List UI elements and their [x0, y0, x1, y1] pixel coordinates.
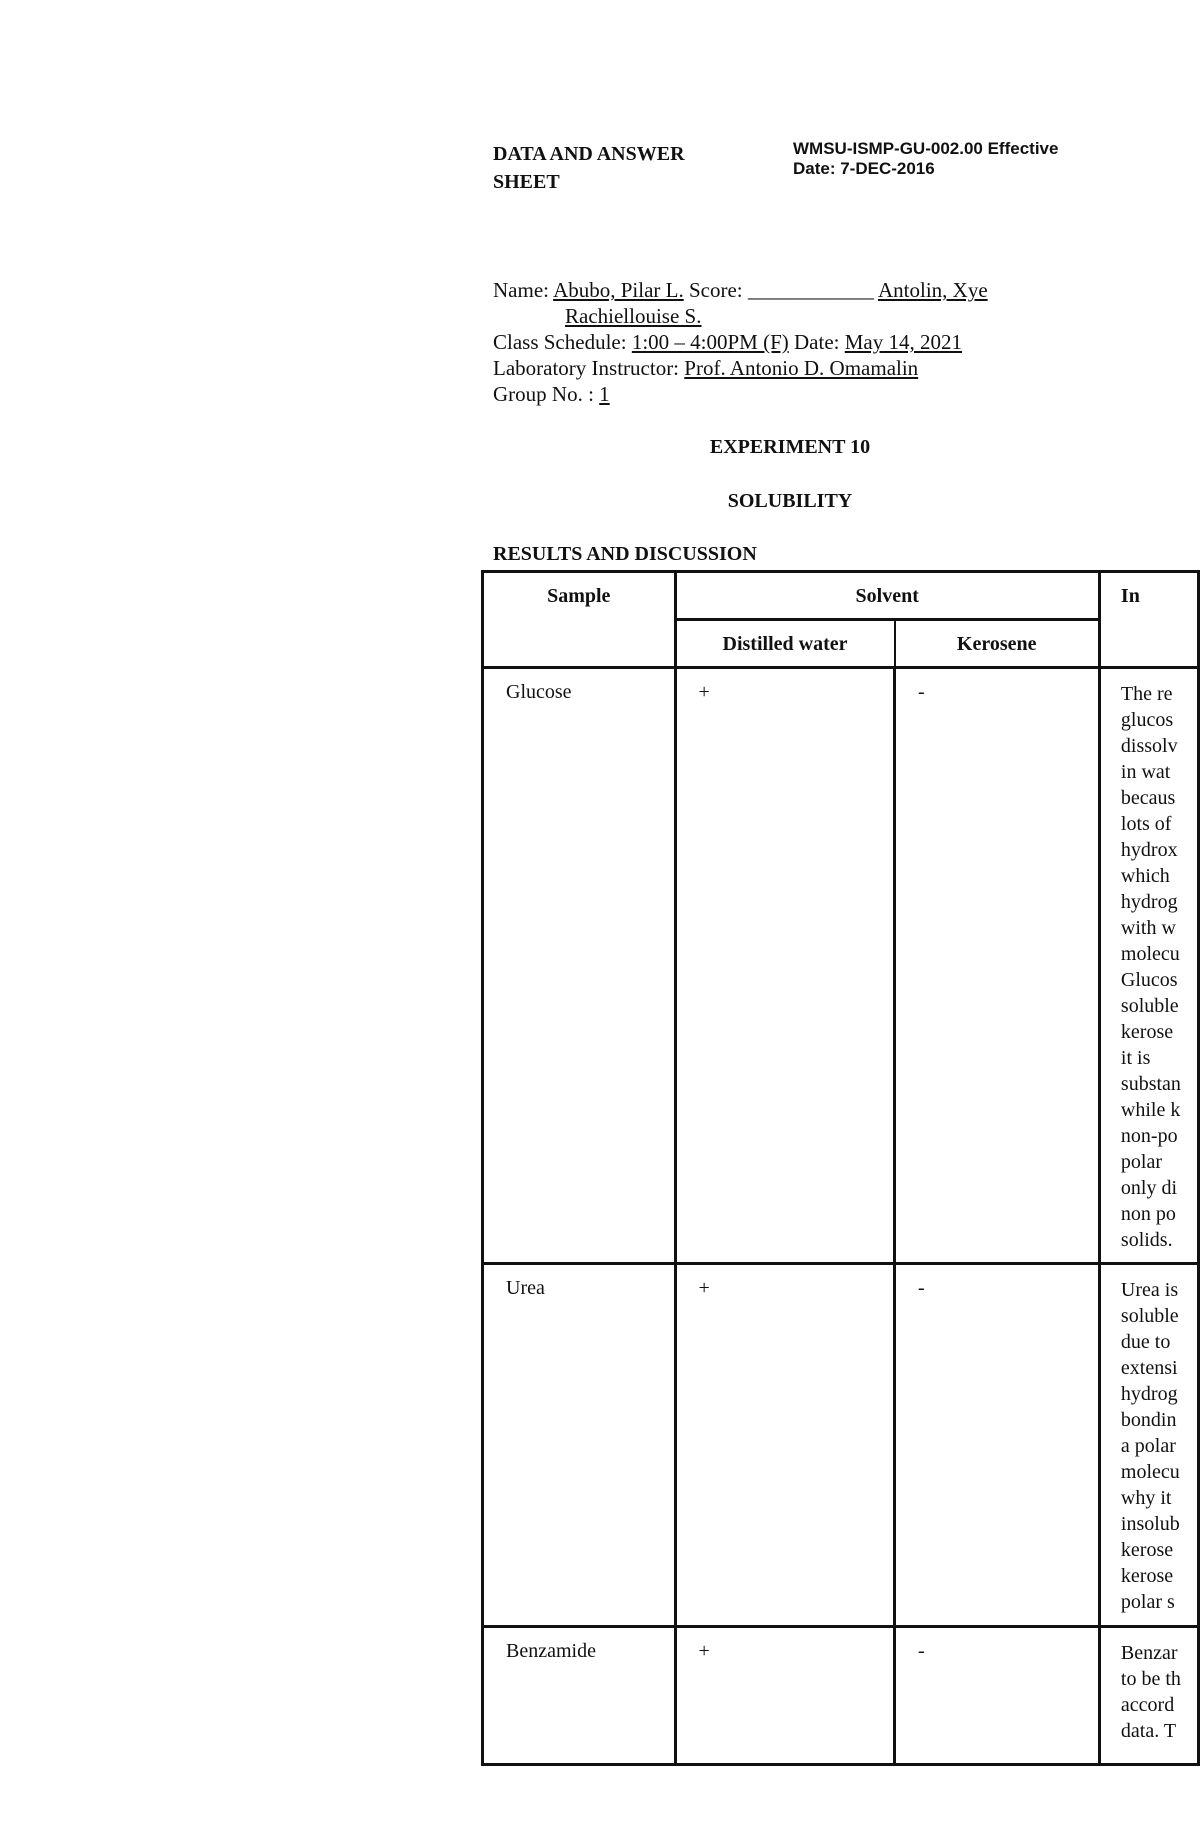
name-value-2b: Rachiellouise S. [565, 304, 702, 328]
header-distilled-water: Distilled water [675, 620, 895, 668]
schedule-value: 1:00 – 4:00PM (F) [631, 330, 789, 354]
schedule-label: Class Schedule: [493, 330, 627, 354]
cell-water: + [675, 668, 895, 1264]
group-line [493, 381, 610, 407]
results-table [481, 570, 1200, 1766]
name-line-cont [565, 303, 701, 329]
name-value-2a: Antolin, Xye [877, 278, 988, 302]
name-label: Name: [493, 278, 549, 302]
cell-interpretation: Urea is soluble due to extensi hydrog bondin a polar molecu why it insolub kerose kerose polar s [1099, 1264, 1198, 1627]
cell-kerosene: - [895, 1627, 1100, 1765]
group-value: 1 [599, 382, 610, 406]
table-row [483, 668, 1199, 1264]
cell-kerosene: - [895, 1264, 1100, 1627]
cell-sample: Glucose [483, 668, 676, 1264]
name-value: Abubo, Pilar L. [553, 278, 684, 302]
header-sample: Sample [483, 572, 676, 668]
cell-water: + [675, 1627, 895, 1765]
instructor-value: Prof. Antonio D. Omamalin [684, 356, 919, 380]
cell-sample: Urea [483, 1264, 676, 1627]
name-line [493, 277, 988, 303]
table-row [483, 1627, 1199, 1765]
schedule-line [493, 329, 962, 355]
document-code: WMSU-ISMP-GU-002.00 Effective Date: 7-DEC-2016 [793, 139, 1059, 178]
table-row [483, 1264, 1199, 1627]
cell-water: + [675, 1264, 895, 1627]
cell-kerosene: - [895, 668, 1100, 1264]
score-blank: ____________ [747, 278, 874, 302]
cell-interpretation: Benzar to be th accord data. T [1099, 1627, 1198, 1765]
instructor-label: Laboratory Instructor: [493, 356, 680, 380]
header-interpretation: In [1099, 572, 1198, 668]
experiment-number: EXPERIMENT 10 [709, 436, 871, 458]
group-label: Group No. : [493, 382, 594, 406]
experiment-title: SOLUBILITY [727, 490, 853, 512]
cell-sample: Benzamide [483, 1627, 676, 1765]
date-value: May 14, 2021 [844, 330, 962, 354]
header-kerosene: Kerosene [895, 620, 1100, 668]
score-label: Score: [688, 278, 743, 302]
date-label: Date: [794, 330, 840, 354]
sheet-title: DATA AND ANSWER SHEET [493, 143, 685, 193]
cell-interpretation: The re glucos dissolv in wat becaus lots of hydrox which hydrog with w molecu Glucos soluble kerose it is substan while k non-po polar only di non po solids. [1099, 668, 1198, 1264]
header-solvent: Solvent [675, 572, 1099, 620]
section-title: RESULTS AND DISCUSSION [493, 543, 757, 565]
instructor-line [493, 355, 918, 381]
